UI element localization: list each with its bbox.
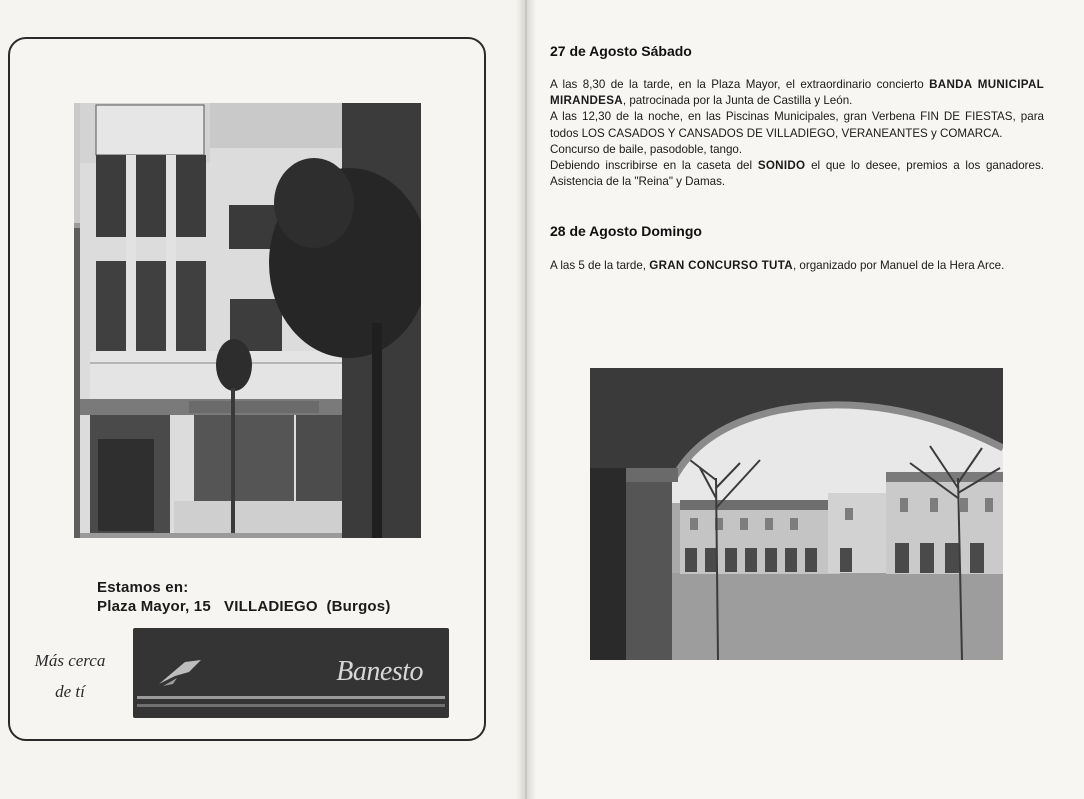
address-line xyxy=(97,597,391,616)
event-paragraph xyxy=(550,77,1044,109)
text-run: A las 12,30 de la noche, en las Piscinas Municipales, gran Verbena FIN DE FIESTAS, para todos LOS CASADOS Y CANSADOS DE VILLADIEGO, VERANEANTES y COMARCA. xyxy=(550,110,1044,140)
brand-name: Banesto xyxy=(336,656,423,687)
book-spine xyxy=(516,0,536,799)
text-run: Debiendo inscribirse en la caseta del xyxy=(550,159,758,173)
event-paragraph xyxy=(550,158,1044,190)
event-description xyxy=(550,258,1044,274)
banesto-logo-icon xyxy=(155,654,205,694)
province-name: (Burgos) xyxy=(326,598,391,615)
address-heading: Estamos en: xyxy=(97,579,189,596)
text-run: el que lo desee, premios a los ganadores. Asistencia de la "Reina" y Damas. xyxy=(550,159,1044,189)
street-address: Plaza Mayor, 15 xyxy=(97,598,211,615)
text-run: , organizado por Manuel de la Hera Arce. xyxy=(792,259,1005,272)
event-paragraph xyxy=(550,109,1044,141)
bank-building-photo xyxy=(74,103,421,538)
text-run: , patrocinada por la Junta de Castilla y León. xyxy=(622,94,853,108)
slogan xyxy=(18,645,122,707)
banner-stripe xyxy=(137,696,445,699)
slogan-line: de tí xyxy=(55,682,85,701)
event-description xyxy=(550,77,1044,190)
branch-address xyxy=(97,578,391,616)
text-run: Concurso de baile, pasodoble, tango. xyxy=(550,142,743,156)
plaza-mayor-photo xyxy=(590,368,1003,660)
day-title: 27 de Agosto Sábado xyxy=(550,43,692,59)
event-paragraph xyxy=(550,258,1044,274)
banesto-banner xyxy=(133,628,449,718)
day-title: 28 de Agosto Domingo xyxy=(550,223,702,239)
highlighted-text: GRAN CONCURSO TUTA xyxy=(649,259,793,272)
event-paragraph xyxy=(550,142,1044,158)
text-run: A las 8,30 de la tarde, en la Plaza Mayor, el extraordinario concierto xyxy=(550,78,930,91)
highlighted-text: SONIDO xyxy=(757,159,806,173)
banner-stripe xyxy=(137,704,445,707)
slogan-line: Más cerca xyxy=(34,651,106,670)
text-run: A las 5 de la tarde, xyxy=(550,259,650,272)
town-name: VILLADIEGO xyxy=(224,598,318,615)
highlighted-text: BANDA MUNICIPAL MIRANDESA xyxy=(550,78,1045,108)
